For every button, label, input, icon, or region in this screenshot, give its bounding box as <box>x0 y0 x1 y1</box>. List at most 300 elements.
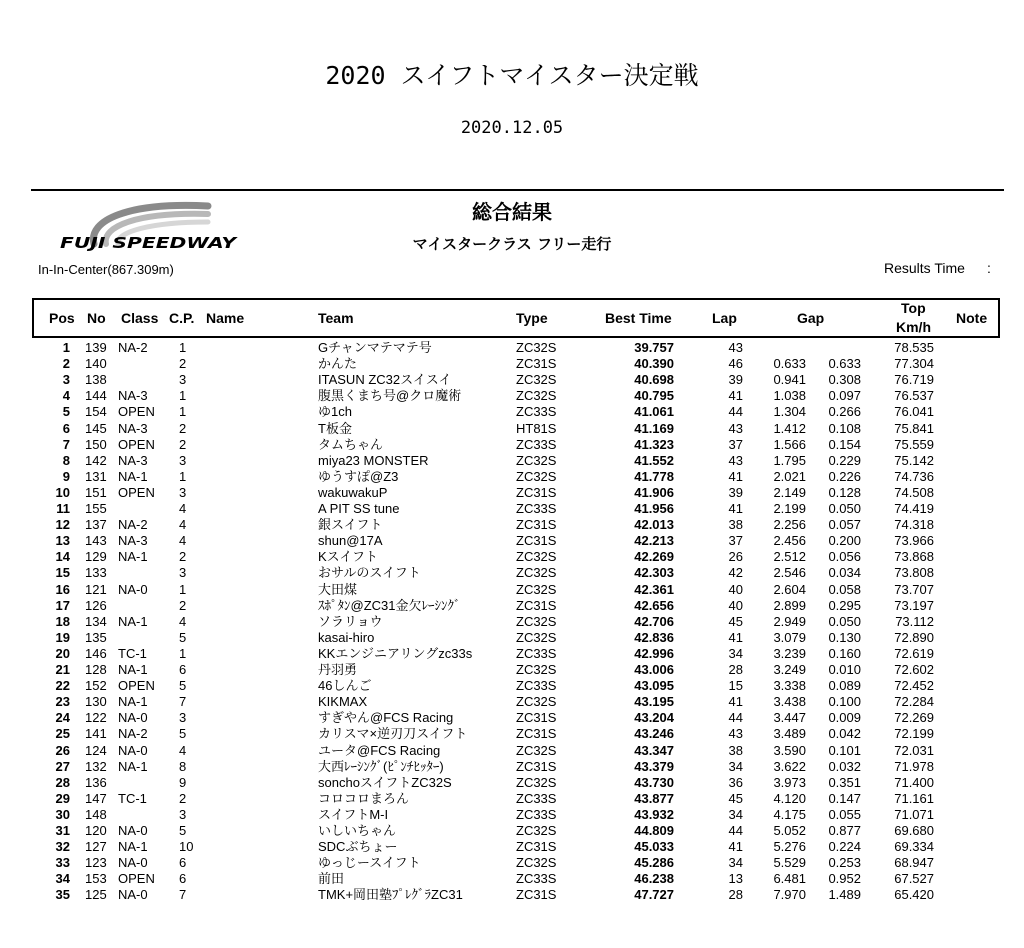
cell-team: おサルのスイフト <box>318 565 421 581</box>
cell-gap-prev: 0.050 <box>828 501 861 516</box>
col-no: No <box>87 310 106 326</box>
cell-gap-leader: 3.239 <box>773 645 806 661</box>
cell-team: 丹羽勇 <box>318 662 358 677</box>
cell-type: ZC33S <box>516 501 557 516</box>
cell-team: カリスマ×逆刃刀スイフト <box>318 726 468 742</box>
cell-cp: 7 <box>179 694 187 710</box>
table-row <box>0 372 1024 388</box>
cell-best-time: 41.778 <box>634 468 674 484</box>
cell-best-time: 41.323 <box>634 436 674 452</box>
cell-gap-leader: 1.412 <box>773 420 806 436</box>
cell-cp: 8 <box>179 758 187 774</box>
cell-gap-prev: 0.009 <box>828 710 861 726</box>
table-row <box>0 823 1024 839</box>
cell-team: 前田 <box>318 871 345 887</box>
cell-gap-leader: 4.120 <box>773 790 806 806</box>
cell-gap-leader: 3.973 <box>773 774 806 790</box>
cell-top-speed: 77.304 <box>894 356 934 372</box>
cell-no: 142 <box>85 452 107 468</box>
cell-class: NA-1 <box>118 758 148 774</box>
cell-no: 130 <box>85 694 107 710</box>
cell-no: 134 <box>85 613 107 629</box>
cell-team: wakuwakuP <box>318 484 388 500</box>
cell-top-speed: 73.966 <box>894 533 934 549</box>
cell-team: 腹黒くまち号@クロ魔術 <box>318 388 462 404</box>
cell-pos: 9 <box>62 468 70 484</box>
cell-top-speed: 67.527 <box>894 871 934 887</box>
cell-gap-leader: 2.512 <box>773 549 806 565</box>
cell-gap-leader: 2.256 <box>773 517 806 533</box>
col-type: Type <box>516 310 548 326</box>
cell-lap: 44 <box>728 710 743 726</box>
table-row <box>0 533 1024 549</box>
cell-best-time: 41.956 <box>634 501 674 516</box>
cell-pos: 10 <box>55 484 70 500</box>
cell-best-time: 43.932 <box>634 806 674 822</box>
cell-top-speed: 72.199 <box>894 726 934 742</box>
table-row <box>0 743 1024 759</box>
cell-gap-prev: 0.010 <box>828 662 861 677</box>
cell-team: KKエンジニアリングzc33s <box>318 645 473 661</box>
cell-pos: 5 <box>62 404 70 420</box>
cell-lap: 13 <box>728 871 743 887</box>
cell-gap-leader: 2.021 <box>773 468 806 484</box>
cell-team: ゆうすぽ@Z3 <box>318 468 399 484</box>
cell-team: Kスイフト <box>318 549 379 565</box>
cell-best-time: 43.877 <box>634 790 674 806</box>
cell-best-time: 45.286 <box>634 855 674 871</box>
cell-top-speed: 78.535 <box>894 340 934 355</box>
cell-no: 141 <box>85 726 107 742</box>
cell-gap-leader: 1.566 <box>773 436 806 452</box>
cell-top-speed: 72.452 <box>894 678 934 694</box>
cell-type: ZC32S <box>516 452 557 468</box>
cell-team: ｽﾎﾟﾀﾝ@ZC31金欠ﾚｰｼﾝｸﾞ <box>318 597 461 613</box>
table-row <box>0 340 1024 356</box>
cell-pos: 4 <box>62 388 70 404</box>
cell-lap: 44 <box>728 823 743 838</box>
cell-gap-leader: 2.899 <box>773 597 806 613</box>
cell-no: 127 <box>85 839 107 855</box>
cell-lap: 43 <box>728 340 743 355</box>
cell-type: ZC32S <box>516 774 557 790</box>
cell-lap: 39 <box>728 372 743 388</box>
cell-best-time: 43.246 <box>634 726 674 742</box>
cell-gap-prev: 0.108 <box>828 420 861 436</box>
cell-top-speed: 74.419 <box>894 501 934 516</box>
cell-best-time: 42.706 <box>634 613 674 629</box>
cell-type: ZC31S <box>516 710 557 726</box>
cell-cp: 5 <box>179 678 187 694</box>
cell-gap-prev: 0.057 <box>828 517 861 533</box>
cell-type: ZC32S <box>516 613 557 629</box>
cell-best-time: 40.795 <box>634 388 674 404</box>
cell-no: 133 <box>85 565 107 581</box>
cell-best-time: 42.213 <box>634 533 674 549</box>
cell-cp: 5 <box>179 726 187 742</box>
cell-cp: 2 <box>179 790 187 806</box>
col-lap: Lap <box>712 310 737 326</box>
cell-lap: 43 <box>728 452 743 468</box>
cell-gap-prev: 0.101 <box>828 742 861 758</box>
cell-team: いしいちゃん <box>318 823 397 838</box>
cell-best-time: 42.269 <box>634 549 674 565</box>
cell-team: Gチャンマテマテ号 <box>318 340 432 355</box>
cell-no: 123 <box>85 855 107 871</box>
cell-cp: 2 <box>179 420 187 436</box>
cell-gap-leader: 2.456 <box>773 533 806 549</box>
cell-team: スイフトM-I <box>318 806 389 822</box>
table-row <box>0 388 1024 404</box>
cell-type: ZC32S <box>516 855 557 871</box>
cell-lap: 39 <box>728 484 743 500</box>
cell-no: 129 <box>85 549 107 565</box>
table-row <box>0 759 1024 775</box>
table-row <box>0 598 1024 614</box>
cell-gap-leader: 3.622 <box>773 758 806 774</box>
cell-pos: 12 <box>55 517 70 533</box>
cell-no: 155 <box>85 501 107 516</box>
cell-lap: 41 <box>728 629 743 645</box>
cell-gap-leader: 5.529 <box>773 855 806 871</box>
cell-pos: 13 <box>55 533 70 549</box>
cell-best-time: 40.390 <box>634 356 674 372</box>
cell-gap-leader: 3.338 <box>773 678 806 694</box>
table-row <box>0 614 1024 630</box>
cell-gap-prev: 0.253 <box>828 855 861 871</box>
cell-class: NA-1 <box>118 613 148 629</box>
table-row <box>0 807 1024 823</box>
cell-no: 148 <box>85 806 107 822</box>
cell-pos: 22 <box>55 678 70 694</box>
cell-pos: 16 <box>55 581 70 597</box>
cell-gap-prev: 0.200 <box>828 533 861 549</box>
cell-top-speed: 73.112 <box>895 613 934 629</box>
cell-type: ZC33S <box>516 678 557 694</box>
cell-type: ZC32S <box>516 372 557 388</box>
cell-type: ZC32S <box>516 549 557 565</box>
cell-no: 121 <box>85 581 107 597</box>
cell-gap-prev: 0.050 <box>828 613 861 629</box>
cell-top-speed: 71.400 <box>894 774 934 790</box>
cell-gap-leader: 3.590 <box>773 742 806 758</box>
cell-pos: 7 <box>62 436 70 452</box>
cell-gap-prev: 1.489 <box>828 887 861 903</box>
cell-pos: 26 <box>55 742 70 758</box>
cell-gap-leader: 1.304 <box>773 404 806 420</box>
cell-lap: 38 <box>728 742 743 758</box>
cell-top-speed: 73.707 <box>894 581 934 597</box>
cell-type: ZC32S <box>516 662 557 677</box>
cell-best-time: 42.013 <box>634 517 674 533</box>
col-gap: Gap <box>797 310 825 326</box>
cell-pos: 23 <box>55 694 70 710</box>
cell-pos: 35 <box>55 887 70 903</box>
col-cp: C.P. <box>169 310 195 326</box>
cell-pos: 8 <box>62 452 70 468</box>
cell-gap-leader: 4.175 <box>773 806 806 822</box>
cell-cp: 9 <box>179 774 187 790</box>
cell-gap-prev: 0.160 <box>828 645 861 661</box>
cell-cp: 3 <box>179 710 187 726</box>
cell-type: ZC31S <box>516 839 557 855</box>
cell-gap-leader: 0.633 <box>773 356 806 372</box>
cell-best-time: 46.238 <box>634 871 674 887</box>
cell-gap-leader: 2.149 <box>773 484 806 500</box>
cell-cp: 4 <box>179 501 187 516</box>
session-subheading: マイスタークラス フリー走行 <box>412 235 612 253</box>
cell-best-time: 44.809 <box>634 823 674 838</box>
cell-no: 132 <box>85 758 107 774</box>
cell-team: すぎやん@FCS Racing <box>318 710 454 726</box>
table-row <box>0 839 1024 855</box>
col-note: Note <box>956 310 988 326</box>
cell-cp: 1 <box>179 404 187 420</box>
cell-class: NA-0 <box>118 581 148 597</box>
cell-best-time: 43.195 <box>634 694 674 710</box>
cell-type: ZC31S <box>516 887 557 903</box>
col-top: Top <box>901 300 926 316</box>
cell-type: ZC33S <box>516 645 557 661</box>
cell-lap: 45 <box>728 790 743 806</box>
cell-gap-prev: 0.226 <box>828 468 861 484</box>
cell-gap-leader: 2.604 <box>773 581 806 597</box>
cell-cp: 3 <box>179 372 187 388</box>
table-row <box>0 501 1024 517</box>
cell-class: NA-2 <box>118 517 148 533</box>
cell-gap-prev: 0.100 <box>828 694 861 710</box>
cell-top-speed: 71.161 <box>894 790 934 806</box>
cell-team: ITASUN ZC32スイスイ <box>318 372 452 388</box>
logo-wordmark: FUJI SPEEDWAY <box>60 234 239 252</box>
cell-gap-prev: 0.952 <box>828 871 861 887</box>
cell-cp: 2 <box>179 597 187 613</box>
cell-top-speed: 75.142 <box>894 452 934 468</box>
table-row <box>0 871 1024 887</box>
cell-gap-leader: 3.447 <box>773 710 806 726</box>
cell-no: 146 <box>85 645 107 661</box>
cell-lap: 40 <box>728 597 743 613</box>
cell-team: 銀スイフト <box>318 517 383 533</box>
cell-gap-prev: 0.351 <box>828 774 861 790</box>
cell-team: ゆっじースイフト <box>318 855 421 871</box>
cell-class: NA-0 <box>118 887 148 903</box>
cell-team: kasai-hiro <box>318 629 375 645</box>
cell-best-time: 45.033 <box>634 839 674 855</box>
cell-top-speed: 72.269 <box>894 710 934 726</box>
cell-no: 144 <box>85 388 107 404</box>
cell-lap: 41 <box>728 501 743 516</box>
cell-pos: 18 <box>55 613 70 629</box>
cell-no: 151 <box>85 484 107 500</box>
table-row <box>0 775 1024 791</box>
cell-top-speed: 73.808 <box>894 565 934 581</box>
cell-team: タムちゃん <box>318 436 384 452</box>
cell-type: ZC32S <box>516 694 557 710</box>
cell-pos: 24 <box>55 710 70 726</box>
cell-class: OPEN <box>118 678 155 694</box>
cell-no: 125 <box>85 887 107 903</box>
table-row <box>0 437 1024 453</box>
cell-best-time: 43.730 <box>634 774 674 790</box>
cell-no: 138 <box>85 372 107 388</box>
cell-best-time: 43.095 <box>634 678 674 694</box>
col-kmh: Km/h <box>896 319 931 335</box>
cell-cp: 2 <box>179 436 187 452</box>
col-class: Class <box>121 310 159 326</box>
cell-no: 128 <box>85 662 107 677</box>
cell-lap: 15 <box>728 678 743 694</box>
cell-top-speed: 72.031 <box>894 742 934 758</box>
cell-lap: 34 <box>728 855 743 871</box>
table-row <box>0 582 1024 598</box>
cell-type: ZC33S <box>516 404 557 420</box>
event-date: 2020.12.05 <box>460 118 564 138</box>
cell-class: NA-0 <box>118 710 148 726</box>
cell-cp: 6 <box>179 871 187 887</box>
cell-gap-prev: 0.097 <box>828 388 861 404</box>
cell-lap: 37 <box>728 436 743 452</box>
table-row <box>0 549 1024 565</box>
cell-type: ZC31S <box>516 726 557 742</box>
cell-gap-leader: 5.276 <box>773 839 806 855</box>
cell-cp: 1 <box>179 388 187 404</box>
cell-best-time: 41.061 <box>634 404 674 420</box>
cell-gap-leader: 2.546 <box>773 565 806 581</box>
cell-gap-leader: 1.795 <box>773 452 806 468</box>
cell-best-time: 43.204 <box>634 710 674 726</box>
table-row <box>0 469 1024 485</box>
cell-lap: 41 <box>728 839 743 855</box>
cell-gap-prev: 0.089 <box>828 678 861 694</box>
cell-lap: 34 <box>728 806 743 822</box>
cell-lap: 28 <box>728 662 743 677</box>
cell-gap-leader: 3.249 <box>773 662 806 677</box>
cell-cp: 2 <box>179 356 187 372</box>
cell-best-time: 42.996 <box>634 645 674 661</box>
cell-pos: 1 <box>62 340 70 355</box>
cell-top-speed: 69.680 <box>894 823 934 838</box>
cell-pos: 34 <box>55 871 70 887</box>
cell-best-time: 40.698 <box>634 372 674 388</box>
cell-lap: 34 <box>728 758 743 774</box>
cell-pos: 31 <box>55 823 70 838</box>
cell-class: NA-0 <box>118 823 148 838</box>
cell-gap-prev: 0.147 <box>828 790 861 806</box>
cell-team: sonchoスイフトZC32S <box>318 774 452 790</box>
cell-type: ZC31S <box>516 533 557 549</box>
cell-type: ZC32S <box>516 823 557 838</box>
cell-best-time: 42.656 <box>634 597 674 613</box>
cell-team: SDCぶちょー <box>318 839 398 855</box>
cell-gap-prev: 0.032 <box>828 758 861 774</box>
cell-top-speed: 76.719 <box>894 372 934 388</box>
cell-lap: 46 <box>728 356 743 372</box>
col-pos: Pos <box>49 310 75 326</box>
cell-gap-leader: 2.949 <box>773 613 806 629</box>
cell-no: 120 <box>85 823 107 838</box>
page-title: 2020 スイフトマイスター決定戦 <box>325 61 699 90</box>
cell-pos: 11 <box>56 501 70 516</box>
cell-gap-leader: 3.489 <box>773 726 806 742</box>
table-row <box>0 694 1024 710</box>
cell-cp: 4 <box>179 742 187 758</box>
cell-class: NA-2 <box>118 726 148 742</box>
table-row <box>0 887 1024 903</box>
cell-class: NA-1 <box>118 549 148 565</box>
results-time-separator: : <box>987 260 991 276</box>
cell-pos: 27 <box>55 758 70 774</box>
cell-best-time: 41.906 <box>634 484 674 500</box>
cell-gap-leader: 7.970 <box>773 887 806 903</box>
cell-cp: 3 <box>179 806 187 822</box>
cell-type: ZC31S <box>516 356 557 372</box>
col-team: Team <box>318 310 354 326</box>
table-row <box>0 485 1024 501</box>
cell-class: NA-2 <box>118 340 148 355</box>
cell-class: NA-1 <box>118 662 148 677</box>
cell-best-time: 43.379 <box>634 758 674 774</box>
cell-lap: 43 <box>728 420 743 436</box>
table-row <box>0 710 1024 726</box>
cell-lap: 41 <box>728 694 743 710</box>
cell-top-speed: 76.537 <box>894 388 934 404</box>
cell-gap-prev: 0.266 <box>828 404 861 420</box>
cell-class: NA-1 <box>118 694 148 710</box>
cell-cp: 4 <box>179 613 187 629</box>
cell-top-speed: 69.334 <box>894 839 934 855</box>
cell-class: OPEN <box>118 484 155 500</box>
cell-type: ZC33S <box>516 436 557 452</box>
cell-lap: 41 <box>728 388 743 404</box>
cell-pos: 3 <box>62 372 70 388</box>
cell-gap-prev: 0.034 <box>828 565 861 581</box>
cell-no: 126 <box>85 597 107 613</box>
cell-no: 137 <box>85 517 107 533</box>
cell-class: NA-1 <box>118 839 148 855</box>
cell-best-time: 47.727 <box>634 887 674 903</box>
cell-lap: 34 <box>728 645 743 661</box>
cell-top-speed: 72.602 <box>894 662 934 677</box>
cell-class: NA-3 <box>118 420 148 436</box>
cell-type: ZC32S <box>516 468 557 484</box>
cell-gap-leader: 1.038 <box>773 388 806 404</box>
cell-best-time: 42.361 <box>634 581 674 597</box>
cell-best-time: 43.006 <box>634 662 674 677</box>
cell-lap: 36 <box>728 774 743 790</box>
cell-cp: 3 <box>179 452 187 468</box>
cell-cp: 1 <box>179 468 187 484</box>
cell-gap-prev: 0.042 <box>828 726 861 742</box>
table-row <box>0 517 1024 533</box>
cell-top-speed: 74.736 <box>894 468 934 484</box>
cell-gap-prev: 0.055 <box>828 806 861 822</box>
cell-type: ZC31S <box>516 484 557 500</box>
cell-type: ZC31S <box>516 597 557 613</box>
cell-no: 154 <box>85 404 107 420</box>
cell-team: TMK+岡田塾ﾌﾟﾚｸﾞﾗZC31 <box>318 887 463 903</box>
table-row <box>0 662 1024 678</box>
results-heading: 総合結果 <box>472 200 552 224</box>
table-header <box>32 298 1000 338</box>
cell-team: A PIT SS tune <box>318 501 400 516</box>
cell-top-speed: 71.071 <box>894 806 934 822</box>
cell-class: TC-1 <box>118 645 147 661</box>
table-row <box>0 630 1024 646</box>
cell-top-speed: 74.318 <box>894 517 934 533</box>
cell-no: 147 <box>85 790 107 806</box>
cell-gap-leader: 0.941 <box>773 372 806 388</box>
